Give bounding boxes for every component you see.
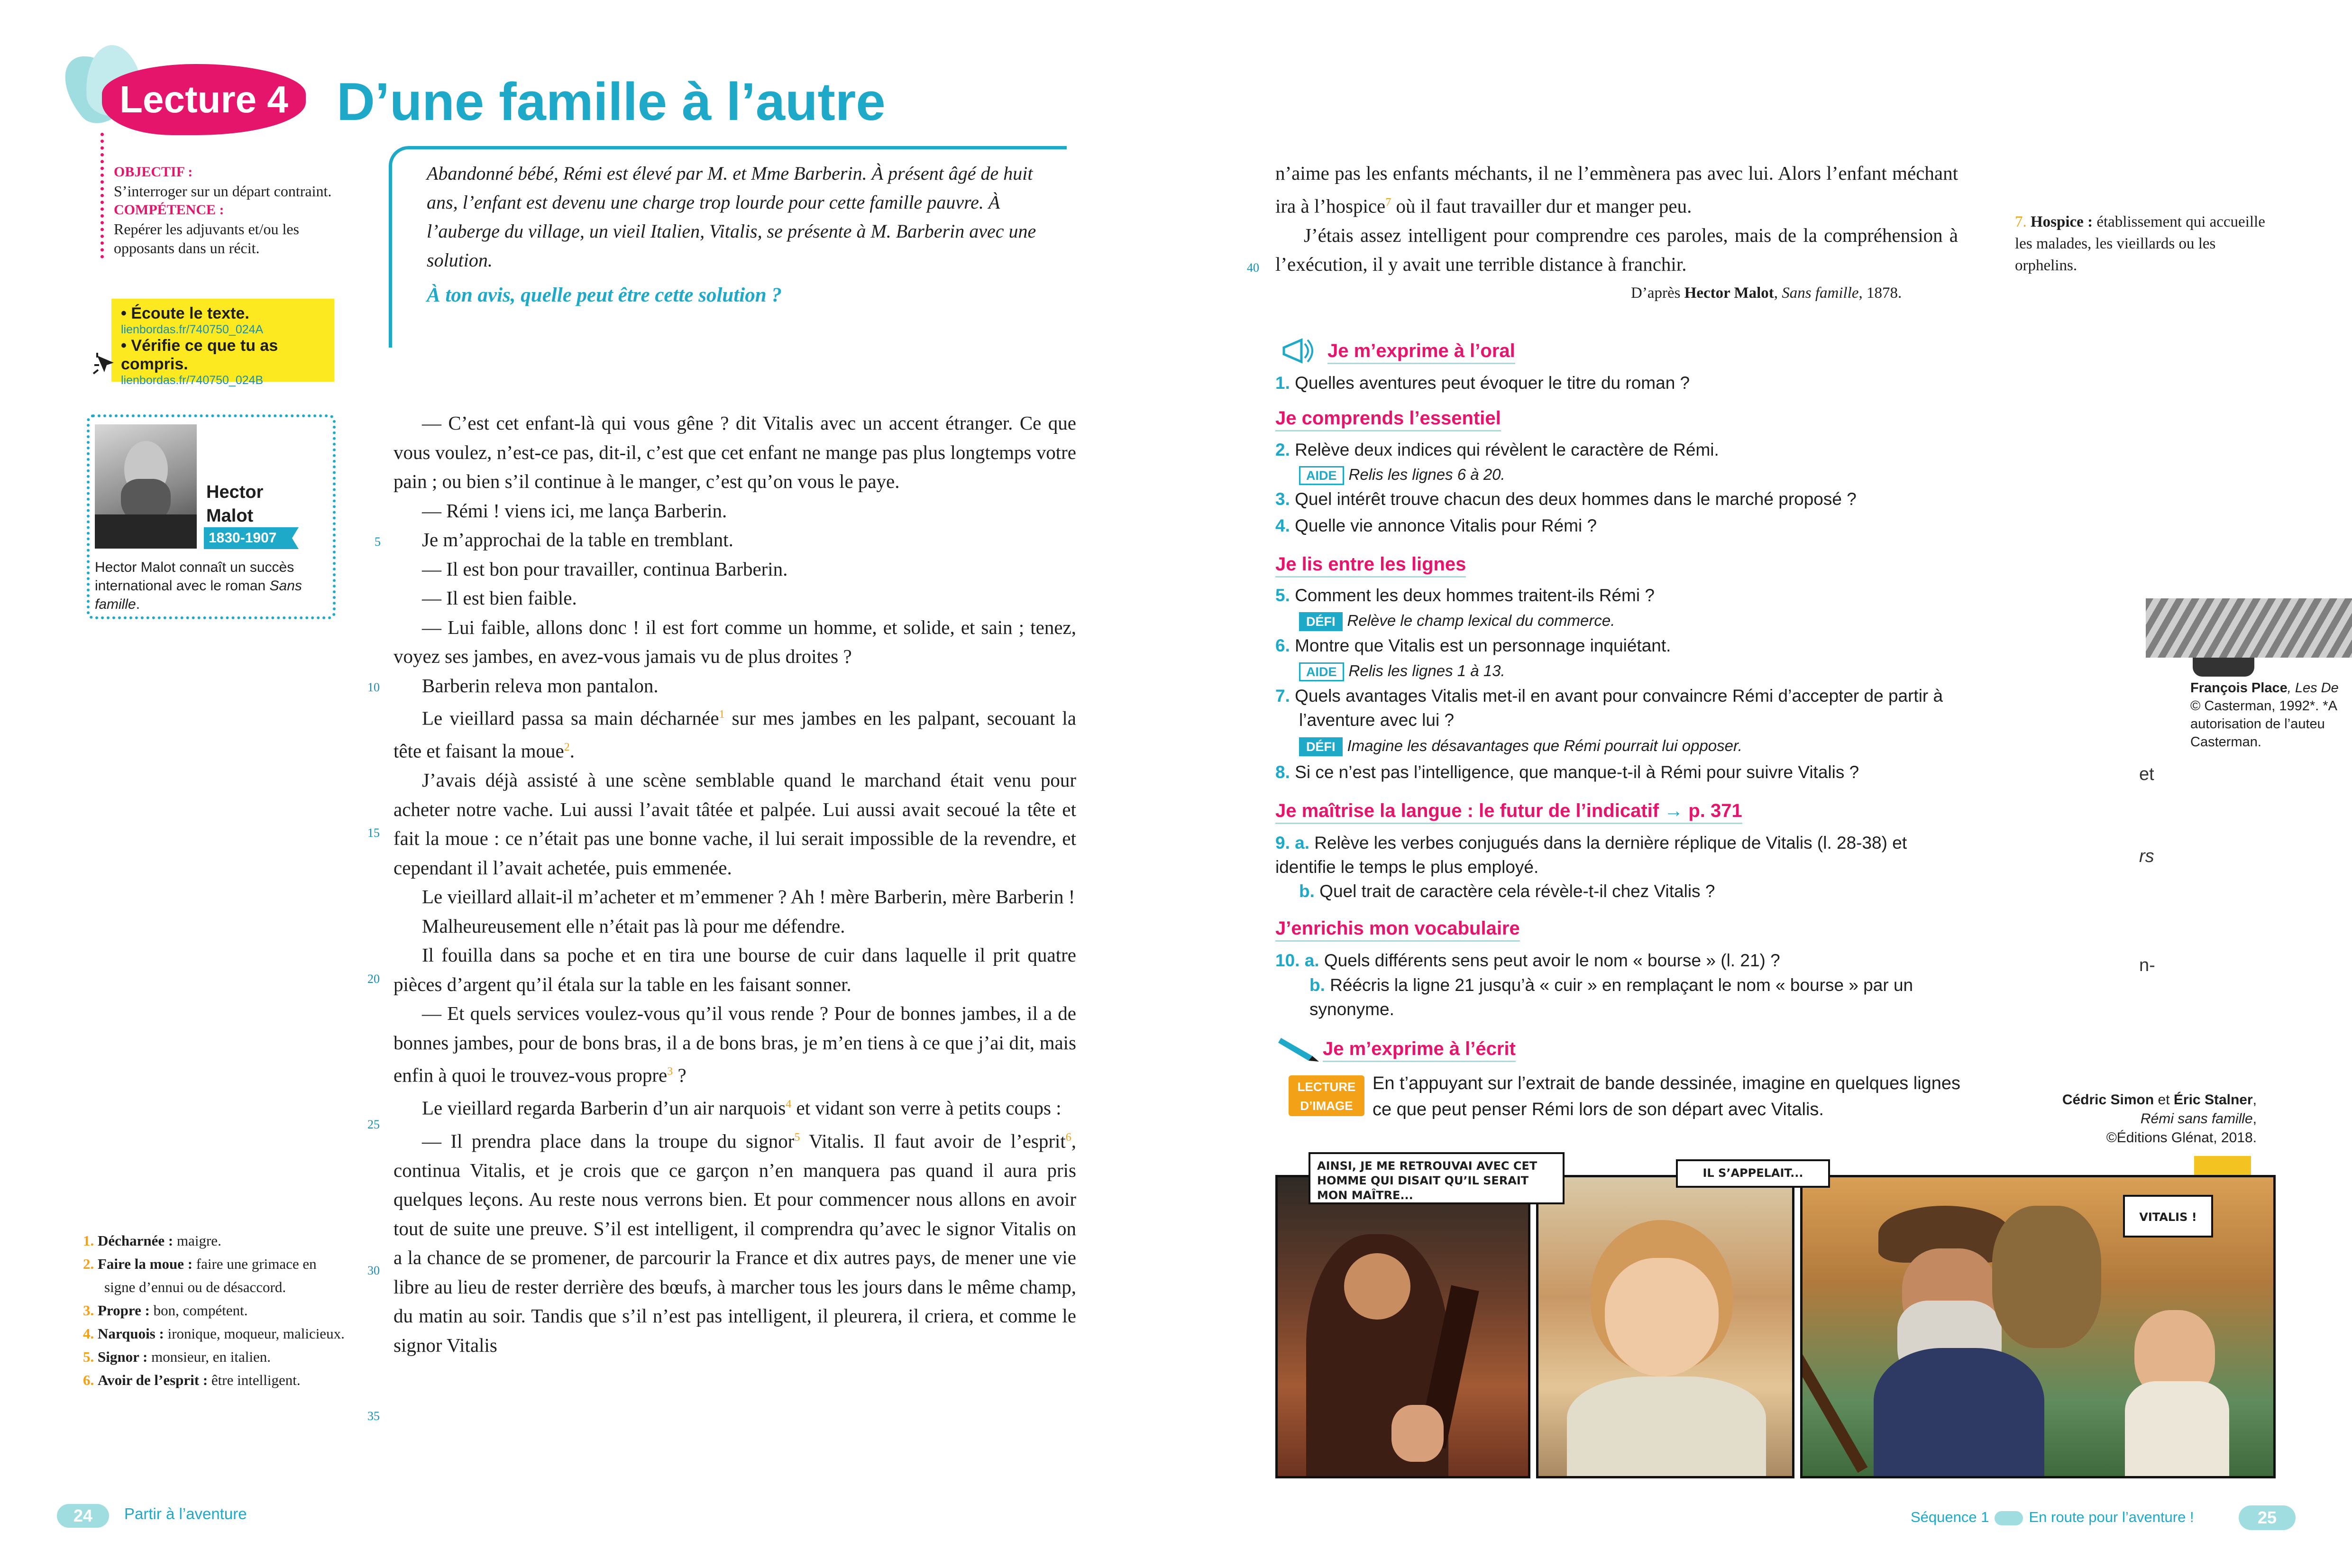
question-10a: 10. a. Quels différents sens peut avoir le nom « bourse » (l. 21) ? [1275,951,1780,970]
section-title-essentiel: Je comprends l’essentiel [1275,408,1501,431]
footer-right-label: En route pour l’aventure ! [2029,1509,2194,1525]
question-3: 3. Quel intérêt trouve chacun des deux hommes dans le marché proposé ? [1275,489,1857,509]
line-number: 30 [367,1264,380,1277]
paragraph: Le vieillard passa sa main décharnée$^1$ sur mes jambes en les palpant, secouant la tête et faisant la moue$^2$. [394,707,1076,762]
glossary-item: 2. Faire la moue : faire une grimace en signe d’ennui ou de désaccord. [83,1256,317,1295]
glossary-item: 6. Avoir de l’esprit : être intelligent. [83,1372,301,1388]
paragraph: — Il est bon pour travailler, continua Barberin. [422,558,788,580]
paragraph: J’étais assez intelligent pour comprendre ces paroles, mais de la compréhension à l’exécution, il y avait une terrible distance à franchir. [1275,224,1958,275]
paragraph: Malheureusement elle n’était pas là pour me défendre. [422,915,845,937]
dotted-divider [101,133,104,258]
line-number: 35 [367,1409,380,1423]
cursor-icon [92,351,121,379]
line-number: 25 [367,1118,380,1131]
writing-prompt: En t’appuyant sur l’extrait de bande dessinée, imagine en quelques lignes ce que peut penser Rémi lors de son départ avec Vitalis. [1373,1073,1961,1119]
glossary-item: 3. Propre : bon, compétent. [83,1302,248,1319]
side-note: 7. Hospice : établissement qui accueille les malades, les vieillards ou les orphelins. [2015,213,2265,274]
continued-text [1275,159,1958,279]
objective-label: OBJECTIF : [114,164,193,180]
glossary-item: 5. Signor : monsieur, en italien. [83,1348,271,1365]
intro-text: Abandonné bébé, Rémi est élevé par M. et Mme Barberin. À présent âgé de huit ans, l’enfant est devenu une charge trop lourde pour cette famille pauvre. À l’auberge du village, un vieil Italien, Vitalis, se présente à M. Barberin avec une solution. [427,163,1036,271]
footer-sequence: Séquence 1 [1911,1509,1989,1525]
comic-credit: Cédric Simon et Éric Stalner, Rémi sans famille, ©Éditions Glénat, 2018. [2062,1092,2257,1146]
audio-box [111,299,334,387]
question-7: 7. Quels avantages Vitalis met-il en avant pour convaincre Rémi d’accepter de partir à l’aventure avec lui ? [1275,686,1943,730]
footer-right [1911,1509,2194,1526]
question-5: 5. Comment les deux hommes traitent-ils Rémi ? [1275,586,1655,605]
section-title-langue: Je maîtrise la langue : le futur de l’indicatif → p. 371 [1275,800,1742,824]
lecture-badge-label: Lecture 4 [119,78,288,120]
paragraph: Le vieillard regarda Barberin d’un air narquois$^4$ et vidant son verre à petits coups : [422,1097,1062,1119]
glossary [83,1229,348,1392]
illustration-thumbnail [2146,598,2352,658]
paragraph: — Et quels services voulez-vous qu’il vous rende ? Pour de bonnes jambes, il a de bonnes jambes, pour de bons bras, il a de bons bras, je m’en tiens à ce que j’ai dit, mais enfin à quoi le trouvez-vous propre$^3$ ? [394,1002,1076,1086]
section-title-vocab: J’enrichis mon vocabulaire [1275,918,1520,942]
paragraph: Il fouilla dans sa poche et en tira une bourse de cuir dans laquelle il prit quatre pièces d’argent qu’il étala sur la table en les faisant sonner. [394,944,1076,995]
intro-question: À ton avis, quelle peut être cette solution ? [427,284,782,306]
glossary-item: 4. Narquois : ironique, moqueur, malicieux. [83,1325,345,1342]
author-name: Hector Malot [206,482,264,526]
arrow-icon: → [1664,800,1684,821]
paragraph: J’avais déjà assisté à une scène semblable quand le marchand était venu pour acheter notre vache. Lui aussi l’avait tâtée et palpée. Lui aussi avait secoué la tête et fait la moue : ce n’était pas une bonne vache, il lui serait impossible de la revendre, et cependant il l’avait achetée, puis emmenée. [394,769,1076,879]
lecture-badge [102,64,306,135]
question-8: 8. Si ce n’est pas l’intelligence, que manque-t-il à Rémi pour suivre Vitalis ? [1275,762,1859,782]
question-2: 2. Relève deux indices qui révèlent le caractère de Rémi. [1275,440,1719,459]
question-1: 1. Quelles aventures peut évoquer le titre du roman ? [1275,373,1690,393]
line-number: 20 [367,972,380,986]
line-number: 5 [375,535,381,549]
cropped-text: rs [2139,846,2154,866]
paragraph: n’aime pas les enfants méchants, il ne l’emmènera pas avec lui. Alors l’enfant méchant ira à l’hospice$^7$ où il faut travailler dur et manger peu. [1275,162,1958,217]
comic-panel-2 [1536,1175,1794,1478]
objective-block [114,163,351,257]
cropped-text: n- [2139,955,2155,975]
cropped-text: et [2139,764,2154,784]
speech-bubble: VITALIS ! [2123,1195,2213,1238]
footer-left-label: Partir à l’aventure [124,1505,247,1522]
question-7-hint: DÉFI Imagine les désavantages que Rémi pourrait lui opposer. [1299,733,2001,758]
section-title-lignes: Je lis entre les lignes [1275,554,1466,578]
objective-text: S’interroger sur un départ contraint. [114,183,332,200]
line-number: 10 [367,680,380,694]
main-text [394,409,1076,1360]
question-10b: b. Réécris la ligne 21 jusqu’à « cuir » en remplaçant le nom « bourse » par un synonyme. [1309,975,1913,1019]
glossary-item: 1. Décharnée : maigre. [83,1232,221,1249]
author-bio: Hector Malot connaît un succès international avec le roman Sans famille. [95,559,302,612]
ribbon-tail-icon [286,527,299,549]
question-6: 6. Montre que Vitalis est un personnage inquiétant. [1275,636,1671,655]
credit-tab [2194,1156,2251,1175]
paragraph: — Rémi ! viens ici, me lança Barberin. [422,499,727,522]
section-title-ecrit: Je m’exprime à l’écrit [1323,1038,1516,1062]
megaphone-icon [1280,334,1323,367]
competence-label: COMPÉTENCE : [114,202,224,218]
question-5-hint: DÉFI Relève le champ lexical du commerce. [1299,608,2001,633]
question-9b: b. Quel trait de caractère cela révèle-t-il chez Vitalis ? [1299,881,1715,901]
line-number: 40 [1247,261,1259,275]
paragraph: — Il prendra place dans la troupe du signor$^5$ Vitalis. Il faut avoir de l’esprit$^6$, continua Vitalis, et je crois que ce garçon n’en manquera pas quand il aura pris quelques leçons. Au reste nous verrons bien. Et pour commencer nous allons en avoir tout de suite une preuve. S’il est intelligent, il comprendra qu’avec le signor Vitalis on a la chance de se promener, de parcourir la France et dix autres pays, de mener une vie libre au lieu de rester derrière des bœufs, à marcher tous les jours dans le même champ, du matin au soir. Tandis que s’il n’est pas intelligent, il pleurera, il criera, et comme le signor Vitalis [394,1130,1077,1356]
paragraph: Le vieillard allait-il m’acheter et m’emmener ? Ah ! mère Barberin, mère Barberin ! [422,886,1075,908]
quiz-link-url[interactable]: lienbordas.fr/740750_024B [121,374,264,387]
question-9a: 9. a. Relève les verbes conjugués dans la dernière réplique de Vitalis (l. 28-38) et identifie le temps le plus employé. [1275,833,1907,877]
speech-bubble: IL S’APPELAIT... [1676,1159,1830,1188]
paragraph: — C’est cet enfant-là qui vous gêne ? dit Vitalis avec un accent étranger. Ce que vous voulez, n’est-ce pas, dit-il, c’est que cet enfant ne mange pas plus longtemps votre pain ; ou bien s’il continue à le manger, c’est qu’on vous le paye. [394,412,1076,492]
page-title: D’une famille à l’autre [337,72,886,131]
quiz-link-label[interactable]: • Vérifie ce que tu as compris. [121,337,278,373]
author-portrait [95,424,197,549]
page-number-left: 24 [57,1504,109,1528]
paragraph: — Il est bien faible. [422,587,577,609]
paragraph: — Lui faible, allons donc ! il est fort comme un homme, et solide, et sain ; tenez, voyez ses jambes, en avez-vous jamais vu de plus droites ? [394,616,1076,667]
lecture-image-tag: LECTURE D’IMAGE [1289,1075,1364,1116]
paragraph: Barberin releva mon pantalon. [422,674,659,697]
section-title-oral: Je m’exprime à l’oral [1327,340,1515,364]
question-6-hint: AIDE Relis les lignes 1 à 13. [1299,658,2001,683]
speech-bubble: AINSI, JE ME RETROUVAI AVEC CET HOMME QUI DISAIT QU’IL SERAIT MON MAÎTRE... [1309,1152,1565,1204]
illustration-tab [2193,658,2254,677]
audio-link-label[interactable]: • Écoute le texte. [121,304,249,322]
source-citation: D’après Hector Malot, Sans famille, 1878. [1631,284,1902,302]
paragraph: Je m’approchai de la table en tremblant. [422,529,733,550]
line-number: 15 [367,826,380,840]
author-dates: 1830-1907 [204,527,287,549]
question-2-hint: AIDE Relis les lignes 6 à 20. [1299,462,2001,486]
question-4: 4. Quelle vie annonce Vitalis pour Rémi ? [1275,516,1597,535]
pencil-icon [1275,1031,1323,1064]
illustration-credit: François Place, Les De © Casterman, 1992*. *A autorisation de l’auteu Casterman. [2190,680,2339,750]
comic-panel-1 [1275,1175,1530,1478]
page-number-right: 25 [2239,1505,2296,1530]
competence-text: Repérer les adjuvants et/ou les opposants dans un récit. [114,220,299,257]
grammar-reference-link[interactable]: p. 371 [1688,800,1742,821]
footer-separator [1995,1511,2023,1525]
audio-link-url[interactable]: lienbordas.fr/740750_024A [121,323,264,336]
